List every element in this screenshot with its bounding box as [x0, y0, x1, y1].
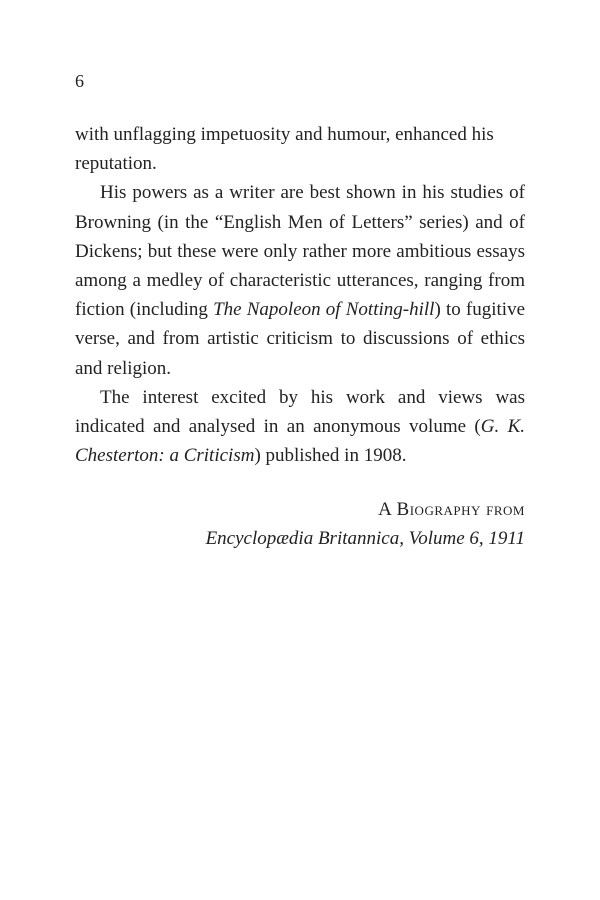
body-text: [75, 120, 525, 470]
book-title: The Napoleon of Notting-hill: [213, 299, 435, 321]
paragraph-writer-powers: [75, 178, 525, 382]
page-number: 6: [75, 71, 84, 91]
paragraph-text: ) published in 1908.: [254, 445, 407, 467]
paragraph-text: The interest excited by his work and views was indicated and analysed in an anonymous volume (: [75, 386, 525, 438]
attribution-source: Encyclopædia Britannica, Volume 6, 1911: [205, 528, 525, 549]
attribution-line-1: A Biography from: [378, 499, 525, 520]
paragraph-text: ) to fugitive verse, and from artistic criticism to discussions of ethics and religion.: [75, 299, 525, 379]
book-title: G. K. Chesterton: a Criticism: [75, 416, 525, 467]
attribution: [75, 495, 525, 553]
paragraph-interest: [75, 383, 525, 471]
paragraph-continuation: with unflagging impetuosity and humour, enhanced his reputation.: [75, 124, 494, 175]
paragraph-text: His powers as a writer are best shown in his studies of Browning (in the “English Men of Letters” series) and of Dickens; but these were only rather more ambitious essays among a medley of characteristic utterances, ranging from fiction (including: [75, 182, 525, 321]
